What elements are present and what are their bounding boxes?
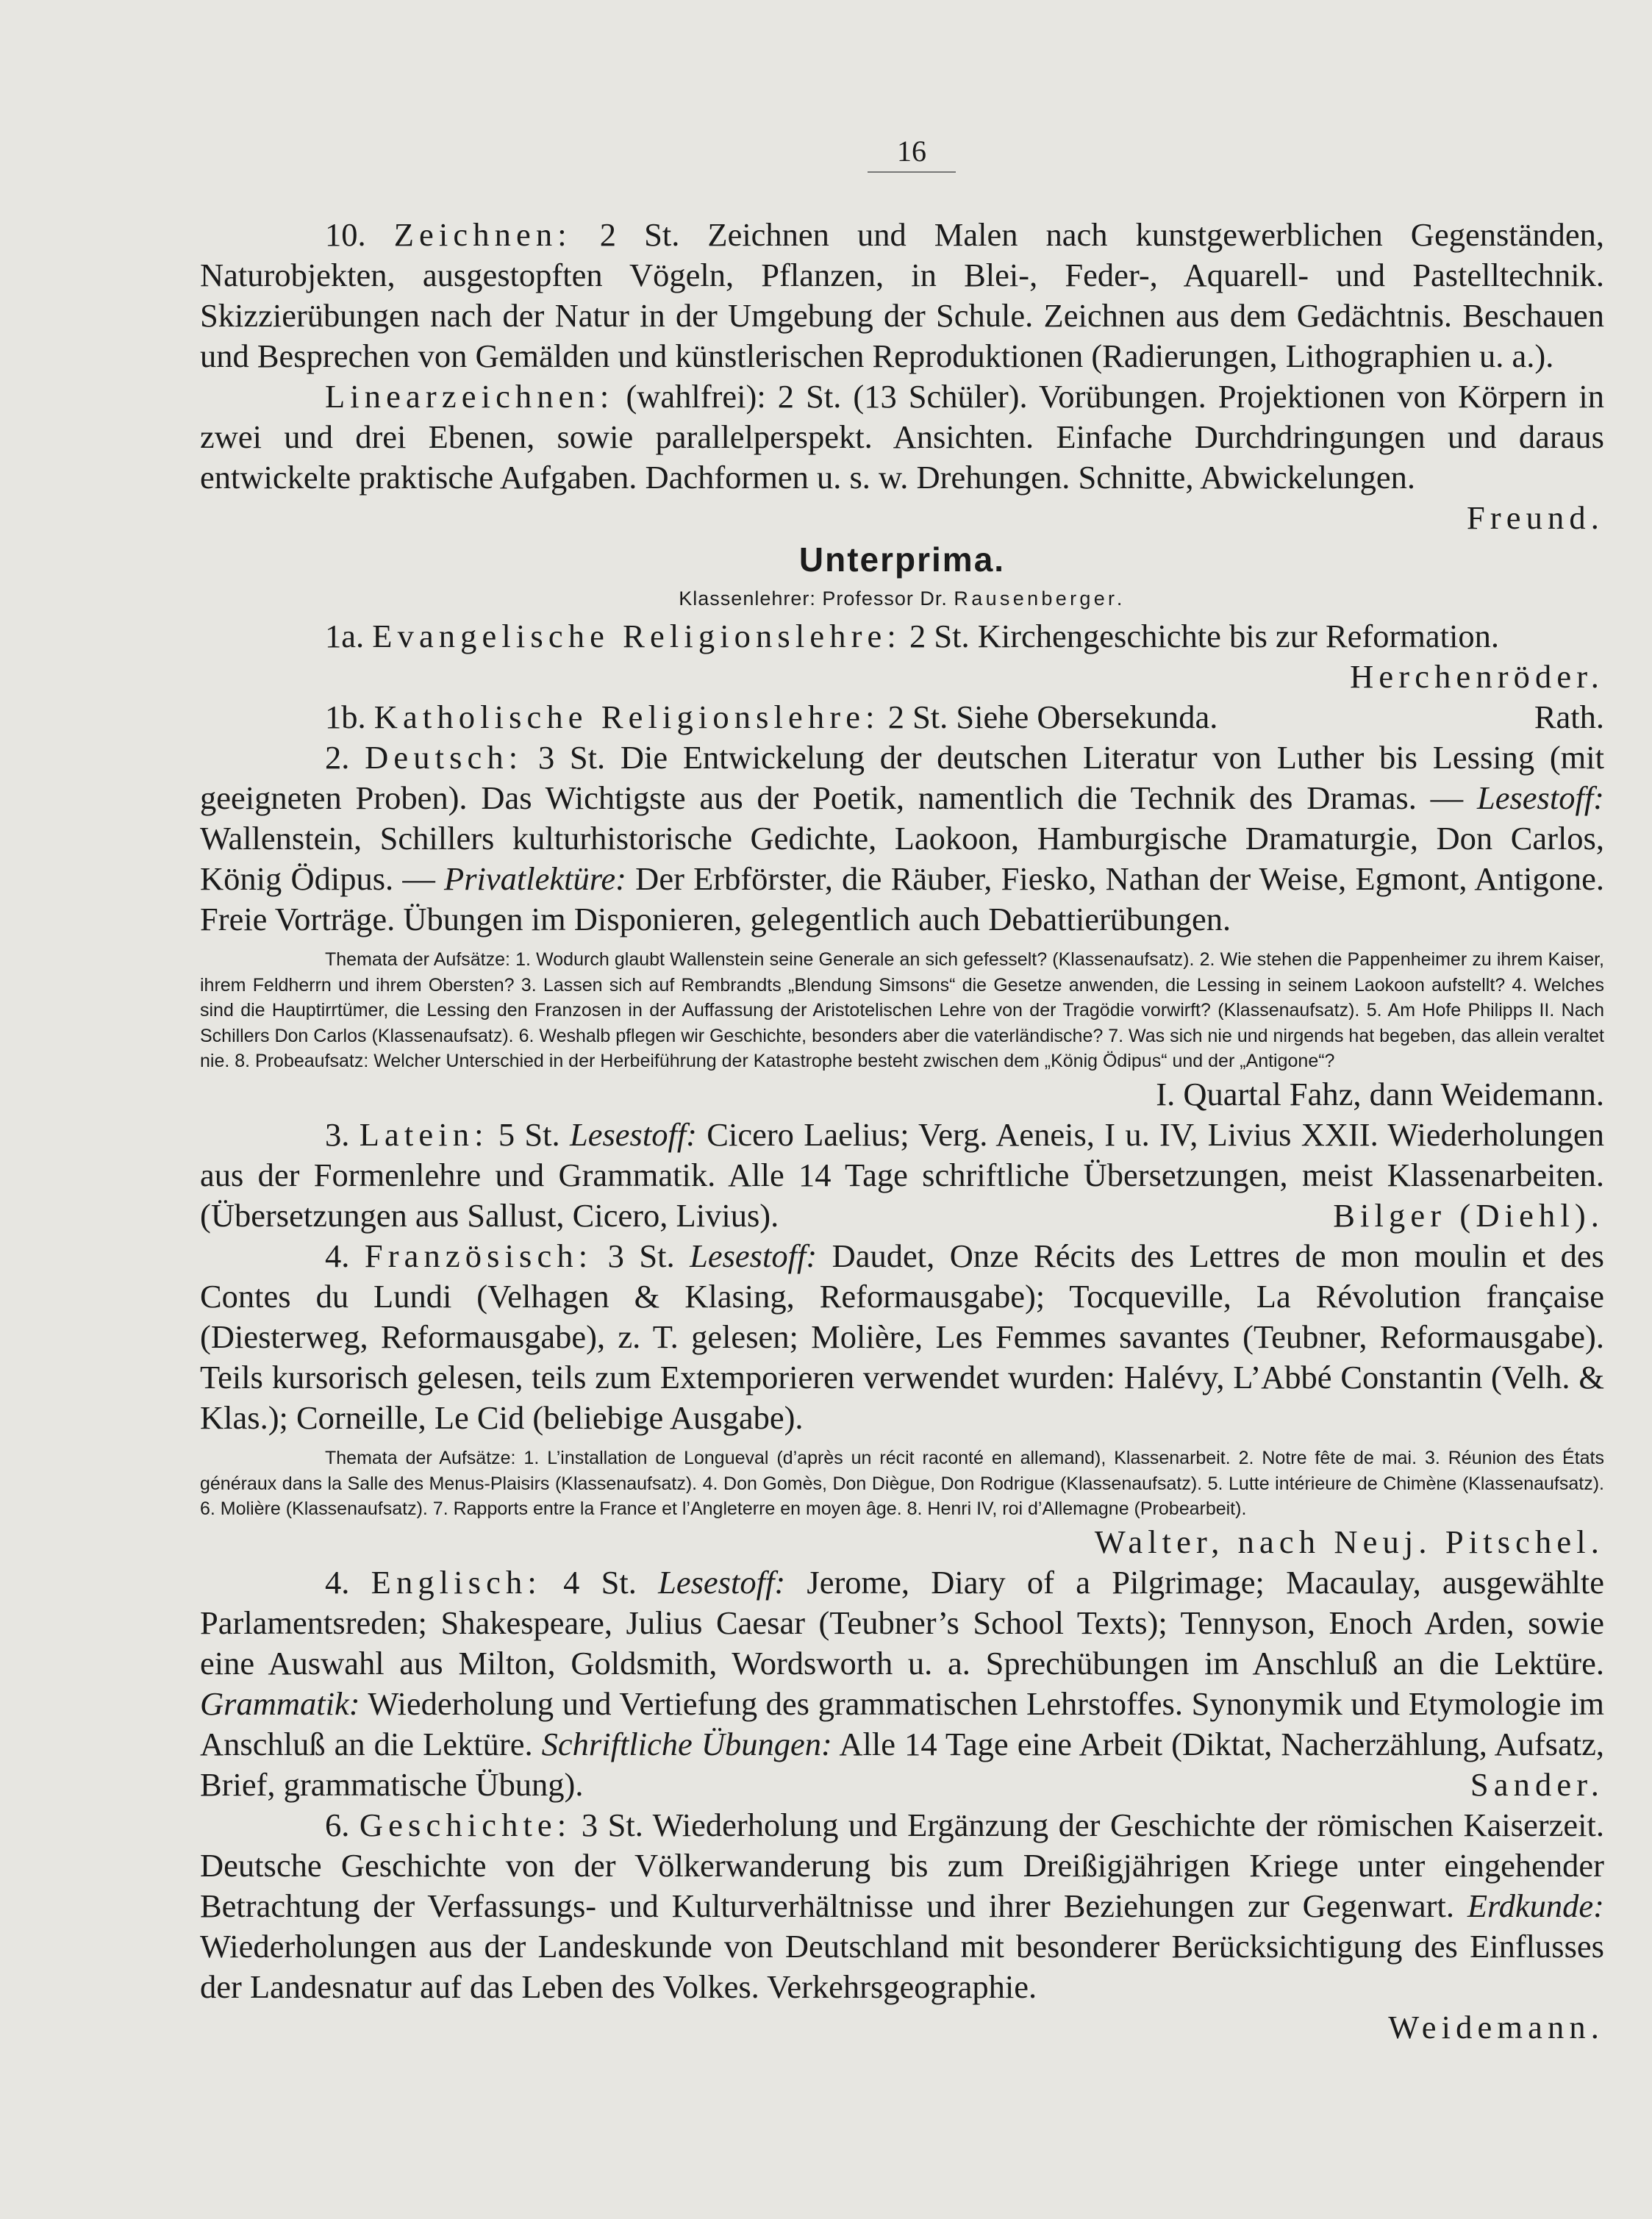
item-number: 10. <box>325 216 394 253</box>
label-erdkunde: Erdkunde: <box>1467 1887 1604 1924</box>
subject-text: 2 St. Kirchengeschichte bis zur Reformation. <box>901 618 1500 654</box>
paragraph-englisch: 4. Englisch: 4 St. Lesestoff: Jerome, Diary of a Pilgrimage; Macaulay, ausgewählte Parlamentsreden; Shakespeare, Julius Caesar (Teubner’s School Texts); Tennyson, Enoch Arden, sowie eine Auswahl aus Milton, Goldsmith, Wordsworth u. a. Sprechübungen im Anschluß an die Lektüre. Grammatik: Wiederholung und Vertiefung des grammatischen Lehrstoffes. Synonymik und Etymologie im Anschluß an die Lektüre. Schriftliche Übungen: Alle 14 Tage eine Arbeit (Diktat, Nacherzählung, Aufsatz, Brief, grammatische Übung). Sander. <box>200 1562 1604 1805</box>
teacher-name: Sander. <box>1470 1765 1604 1803</box>
label-schriftliche-uebungen: Schriftliche Übungen: <box>541 1725 832 1762</box>
paragraph-franzoesisch: 4. Französisch: 3 St. Lesestoff: Daudet, Onze Récits des Lettres de mon moulin et des Contes du Lundi (Velhagen & Klasing, Reformausgabe); Tocqueville, La Révolution française (Diesterweg, Reformausgabe), z. T. gelesen; Molière, Les Femmes savantes (Teubner, Reformausgabe). Teils kursorisch gelesen, teils zum Extemporieren verwendet wurden: Halévy, L’Abbé Constantin (Velh. & Klas.); Corneille, Le Cid (beliebige Ausgabe). <box>200 1237 1604 1436</box>
subject-title: Geschichte: <box>359 1806 572 1843</box>
paragraph-religion-ev: 1a. Evangelische Religionslehre: 2 St. Kirchengeschichte bis zur Reformation. <box>325 618 1500 654</box>
label-lesestoff: Lesestoff: <box>1476 779 1604 816</box>
teacher-name: Walter, nach Neuj. Pitschel. <box>1094 1523 1604 1560</box>
page-number: 16 <box>868 134 956 173</box>
class-teacher-line: Klassenlehrer: Professor Dr. Rausenberger. <box>679 587 1126 610</box>
subject-title: Evangelische Religionslehre: <box>372 618 901 654</box>
section-heading: Unterprima. <box>798 540 1006 579</box>
label-privatlektuere: Privatlektüre: <box>444 860 626 897</box>
paragraph-latein: 3. Latein: 5 St. Lesestoff: Cicero Laelius; Verg. Aeneis, I u. IV, Livius XXII. Wiederholungen aus der Formenlehre und Grammatik. Alle 14 Tage schriftliche Übersetzungen, meist Klassenarbeiten. (Übersetzungen aus Sallust, Cicero, Livius). Bilger (Diehl). <box>200 1115 1604 1236</box>
paragraph-zeichnen <box>200 215 1604 376</box>
subject-title: Englisch: <box>371 1563 542 1601</box>
subject-text: (wahlfrei): 2 St. (13 Schüler). Vorübungen. Projektionen von Körpern in zwei und drei Ebenen, sowie parallelperspekt. Ansichten. Einfache Durchdringungen und daraus entwickelte praktische Aufgaben. Dachformen u. s. w. Drehungen. Schnitte, Abwickelungen. <box>200 378 1604 496</box>
label-lesestoff: Lesestoff: <box>569 1115 697 1153</box>
label-lesestoff: Lesestoff: <box>690 1237 818 1274</box>
teacher-name: Herchenröder. <box>1350 658 1604 695</box>
label-grammatik: Grammatik: <box>200 1684 360 1722</box>
page-body <box>200 215 1604 2048</box>
paragraph-religion-kath: 1b. Katholische Religionslehre: 2 St. Siehe Obersekunda. Rath. <box>200 697 1604 737</box>
paragraph-linearzeichnen <box>200 376 1604 536</box>
label-lesestoff: Lesestoff: <box>658 1563 786 1601</box>
paragraph-deutsch: 2. Deutsch: 3 St. Die Entwickelung der deutschen Literatur von Luther bis Lessing (mit geeigneten Proben). Das Wichtigste aus der Poetik, namentlich die Technik des Dramas. — Lesestoff: Wallenstein, Schillers kulturhistorische Gedichte, Laokoon, Hamburgische Dramaturgie, Don Carlos, König Ödipus. — Privatlektüre: Der Erbförster, die Räuber, Fiesko, Nathan der Weise, Egmont, Antigone. Freie Vorträge. Übungen im Disponieren, gelegentlich auch Debattierübungen. <box>200 739 1604 937</box>
subject-title: Deutsch: <box>365 739 523 776</box>
subject-text: 2 St. Zeichnen und Malen nach kunstgewerblichen Gegenständen, Naturobjekten, ausgestopften Vögeln, Pflanzen, in Blei-, Feder-, Aquarell- und Pastelltechnik. Skizzierübungen nach der Natur in der Umgebung der Schule. Zeichnen aus dem Gedächtnis. Beschauen und Besprechen von Gemälden und künstlerischen Reproduktionen (Radierungen, Lithographien u. a.). <box>200 216 1605 374</box>
subject-text: 2 St. Siehe Obersekunda. <box>879 698 1218 735</box>
subject-title: Zeichnen: <box>393 216 572 253</box>
teacher-name: Weidemann. <box>1388 2008 1604 2045</box>
subject-title: Katholische Religionslehre: <box>373 698 880 735</box>
subject-title: Französisch: <box>364 1237 593 1274</box>
subject-title: Latein: <box>359 1115 489 1153</box>
teacher-name: Freund. <box>1466 499 1604 536</box>
teacher-name: Bilger (Diehl). <box>1333 1196 1604 1234</box>
paragraph-geschichte: 6. Geschichte: 3 St. Wiederholung und Ergänzung der Geschichte der römischen Kaiserzeit. Deutsche Geschichte von der Völkerwanderung bis zum Dreißigjährigen Kriege unter eingehender Betrachtung der Verfassungs- und Kulturverhältnisse und ihrer Beziehungen zur Gegenwart. Erdkunde: Wiederholungen aus der Landeskunde von Deutschland mit besonderer Berücksichtigung des Einflusses der Landesnatur auf das Leben des Volkes. Verkehrsgeographie. <box>200 1806 1605 2005</box>
essay-topics-franzoesisch: Themata der Aufsätze: 1. L’installation de Longueval (d’après un récit raconté en allemand), Klassenarbeit. 2. Notre fête de mai. 3. Réunion des États généraux dans la Salle des Menus-Plaisirs (Klassenaufsatz). 4. Don Gomès, Don Diègue, Don Rodrigue (Klassenaufsatz). 5. Lutte intérieure de Chimène (Klassenaufsatz). 6. Molière (Klassenaufsatz). 7. Rapports entre la France et l’Angleterre en moyen âge. 8. Henri IV, roi d’Allemagne (Probearbeit). <box>200 1447 1604 1520</box>
subject-title: Linearzeichnen: <box>325 378 615 415</box>
teacher-name: I. Quartal Fahz, dann Weidemann. <box>1156 1075 1604 1112</box>
essay-topics-deutsch: Themata der Aufsätze: 1. Wodurch glaubt Wallenstein seine Generale an sich gefesselt? (Klassenaufsatz). 2. Wie stehen die Pappenheimer zu ihrem Kaiser, ihrem Feldherrn und ihrem Obersten? 3. Lassen sich auf Rembrandts „Blendung Simsons“ die Gesetze anwenden, die Lessing in seinem Laokoon aufstellt? 4. Welches sind die Hauptirrtümer, die Lessing den Franzosen in der Auffassung der Aristotelischen Lehre von der Tragödie vorwirft? (Klassenaufsatz). 5. Am Hofe Philipps II. Nach Schillers Don Carlos (Klassenaufsatz). 6. Weshalb pflegen wir Geschichte, besonders aber die vaterländische? 7. Was sich nie und nirgends hat begeben, das allein veraltet nie. 8. Probeaufsatz: Welcher Unterschied in der Herbeiführung der Katastrophe besteht zwischen dem „König Ödipus“ und der „Antigone“? <box>200 949 1604 1072</box>
teacher-name: Rath. <box>1534 698 1604 735</box>
